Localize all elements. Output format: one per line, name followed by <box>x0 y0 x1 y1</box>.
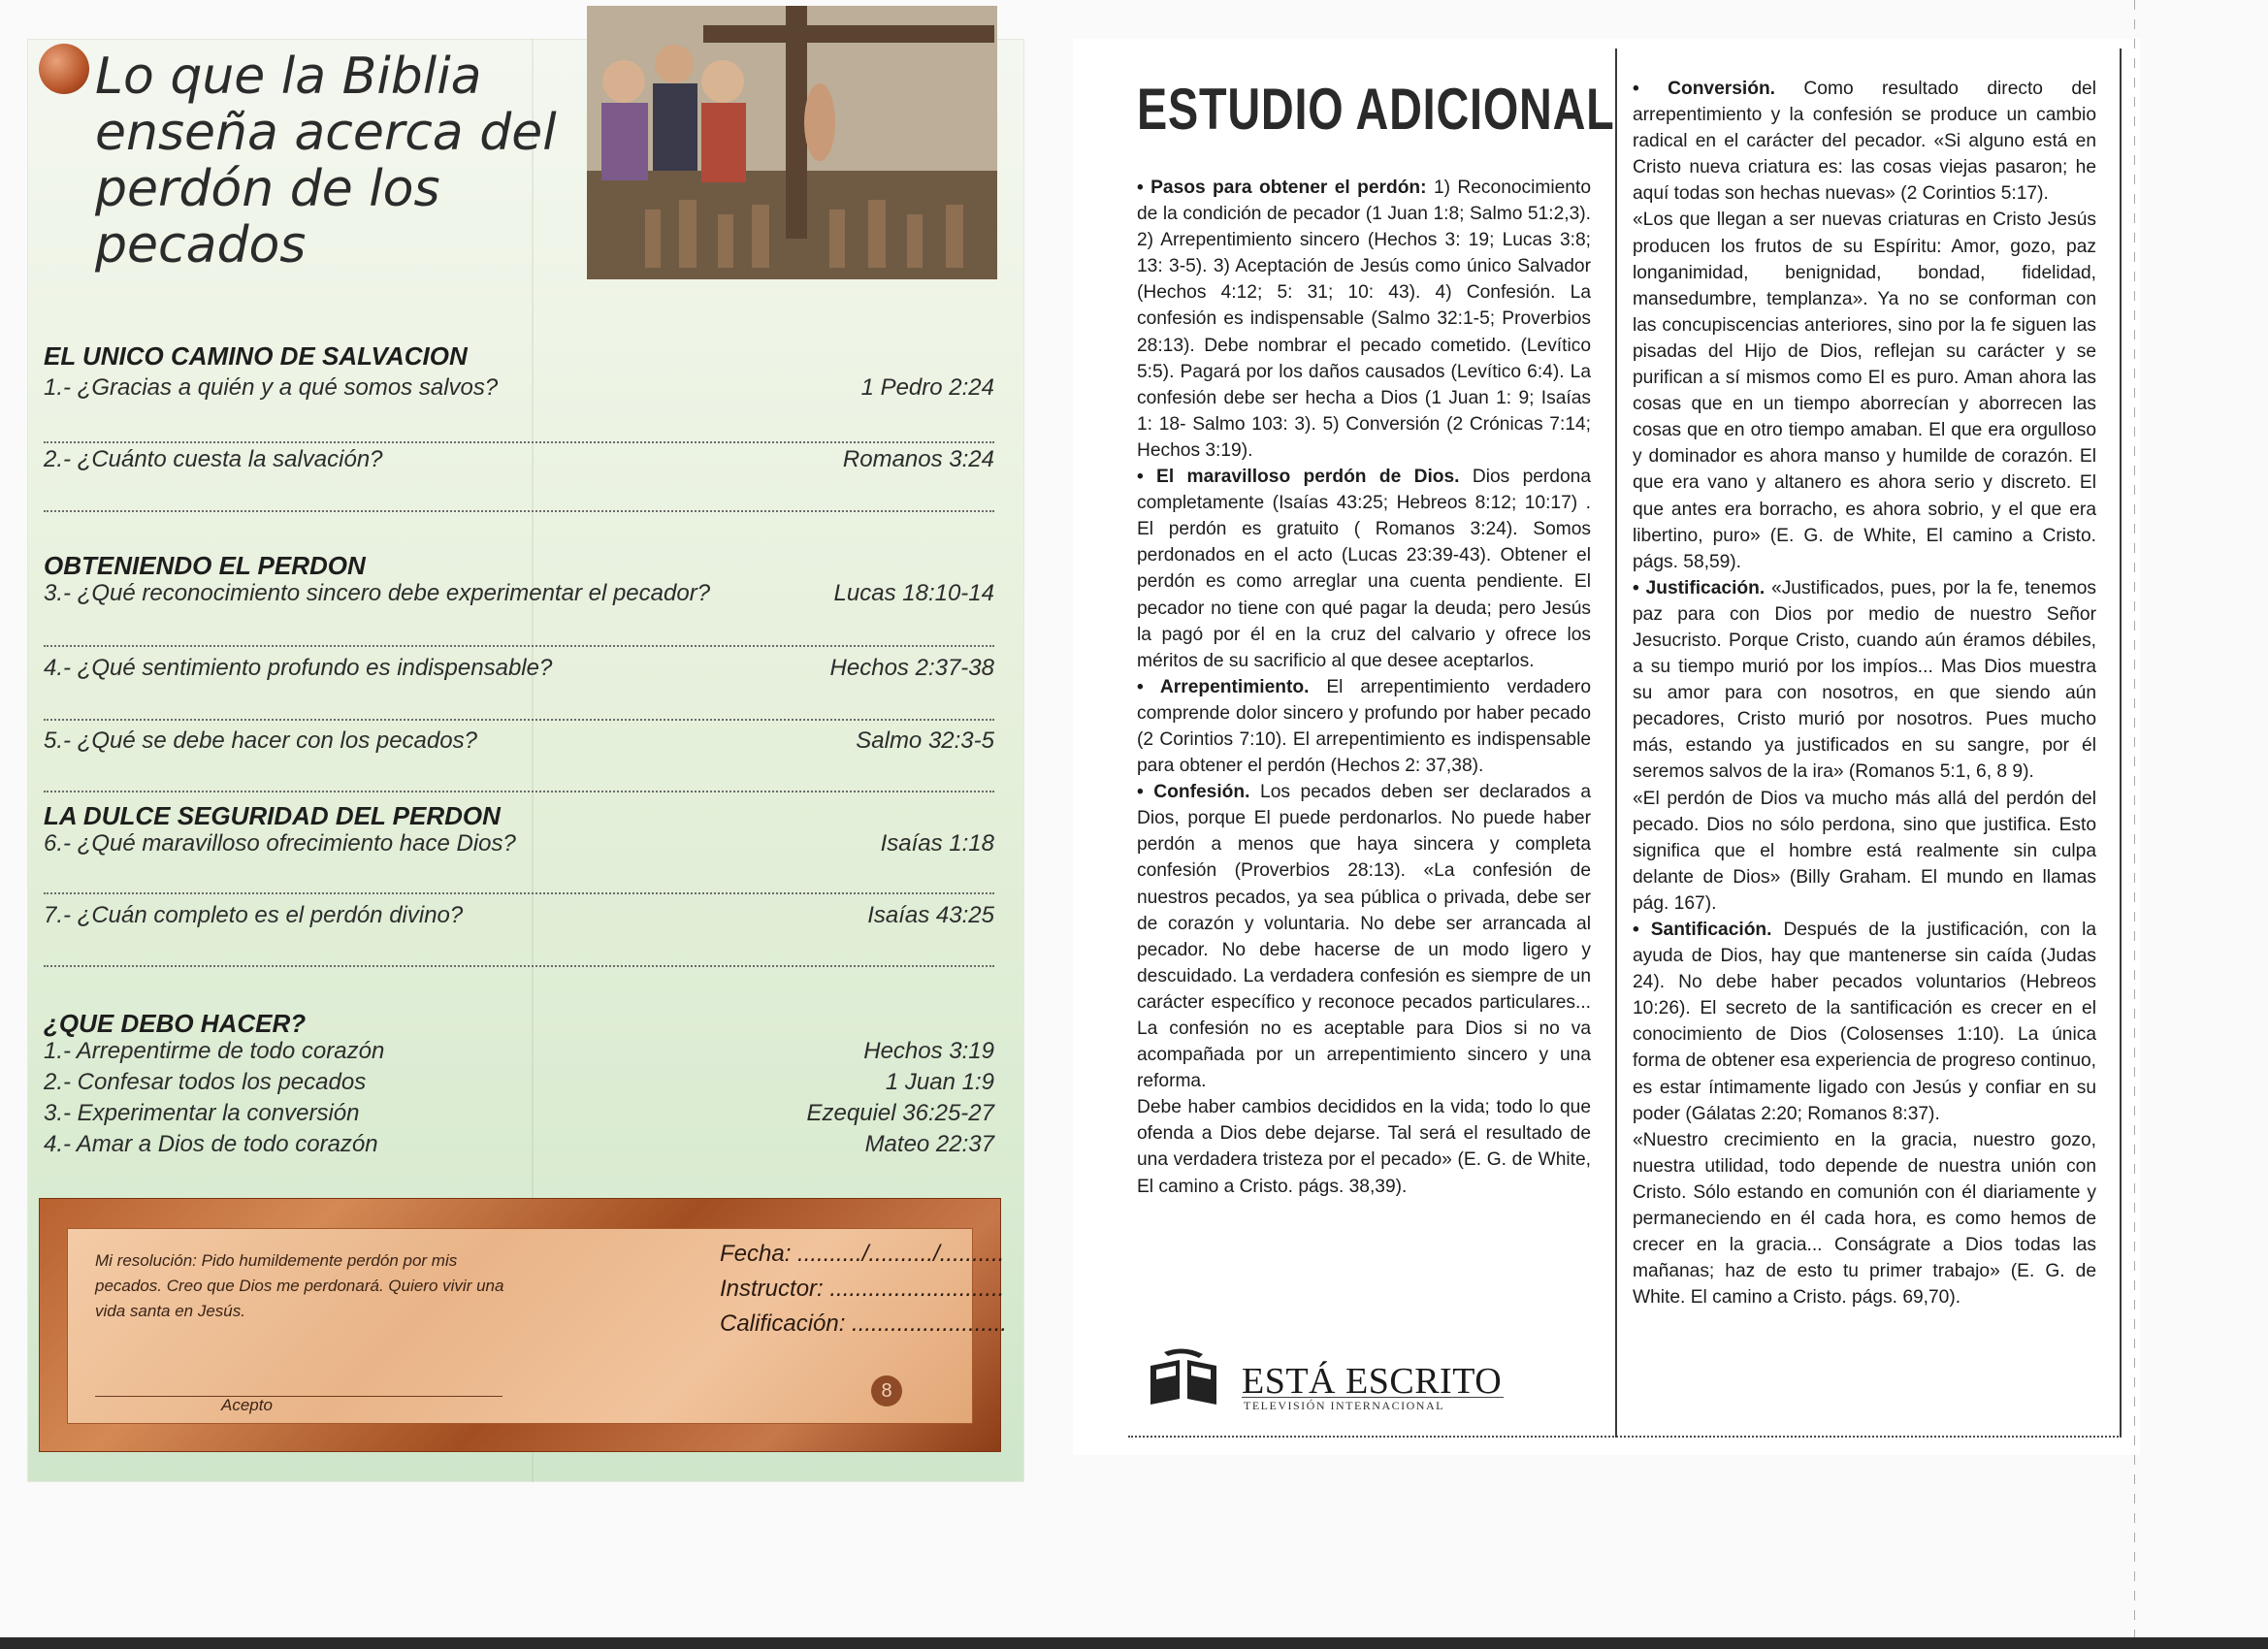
bible-reference: 1 Juan 1:9 <box>885 1069 994 1095</box>
logo-rule <box>1242 1397 1504 1398</box>
answer-line[interactable] <box>44 645 994 647</box>
question-row <box>44 580 994 613</box>
study-column-right <box>1633 76 2096 1310</box>
paragraph-body: «Nuestro crecimiento en la gracia, nuestro gozo, nuestra utilidad, todo depende de nuestra unión con Cristo. Sólo estando en comunión con él diariamente y permaneciendo en él cada hora, es como hemos de crecer en la gracia... Conságrate a Dios todas las mañanas; haz de esto tu primer trabajo» (E. G. de White. El camino a Cristo. págs. 69,70). <box>1633 1129 2096 1309</box>
bible-reference: Ezequiel 36:25-27 <box>806 1100 994 1126</box>
question-row <box>44 655 994 688</box>
page-number-badge: 8 <box>871 1375 902 1406</box>
study-paragraph <box>1137 464 1591 674</box>
question-row <box>44 830 994 863</box>
study-paragraph <box>1137 779 1591 1094</box>
answer-line[interactable] <box>44 441 994 443</box>
crucifixion-scene-image <box>587 6 997 279</box>
answer-line[interactable] <box>44 510 994 512</box>
title-bullet-icon <box>39 44 89 94</box>
paragraph-lead: • Confesión. <box>1137 782 1250 803</box>
study-paragraph <box>1633 786 2096 917</box>
paragraph-body: Como resultado directo del arrepentimiento y la confesión se produce un cambio radical en el carácter del pecador. «Si alguno está en Cristo nueva criatura es: las cosas viejas pasaron; he aquí todas son hechas nuevas» (2 Corintios 5:17). <box>1633 79 2096 205</box>
paragraph-body: «Justificados, pues, por la fe, tenemos paz para con Dios por medio de nuestro Señor Jesucristo. Porque Cristo, cuando aún éramos débiles, a su tiempo murió por los impíos... Mas Dios muestra su amor para con nosotros, en que siendo aún pecadores, Cristo murió por nosotros. Pues mucho más, estando ya justificados en su sangre, por él seremos salvos de la ira» (Romanos 5:1, 6, 8 9). <box>1633 577 2097 783</box>
scan-edge-line <box>2134 0 2135 1639</box>
bible-reference: Romanos 3:24 <box>842 446 994 472</box>
paragraph-lead: • Conversión. <box>1633 79 1776 99</box>
paragraph-body: Dios perdona completamente (Isaías 43:25; Hebreos 8:12; 10:17) . El perdón es gratuito ( Romanos 3:24). Somos perdonados en el acto (Lucas 23:39-43). Obtener el perdón es como arreglar una cuenta pendiente. El pecador no tiene con qué pagar la deuda; pero Jesús la pagó por él en la cruz del calvario y ofrece los méritos de su sacrificio al que desee aceptarlos. <box>1137 467 1591 671</box>
section-heading: ¿QUE DEBO HACER? <box>44 1009 307 1038</box>
paragraph-body: «Los que llegan a ser nuevas criaturas en Cristo Jesús producen los frutos de su Espíritu: Amor, gozo, paz longanimidad, benignidad, bondad, fidelidad, mansedumbre, templanza». Ya no se conforman con las concupiscencias anteriores, sino por la fe siguen las pisadas del Hijo de Dios, reflejan su carácter y se purifican a sí mismos como El es puro. Aman ahora las cosas que en un tiempo aborrecían y aborrecen las cosas que en otro tiempo amaban. El que era orgulloso y dominador es ahora manso y humilde de corazón. El que era vano y altanero es ahora serio y discreto. El que antes era borracho, es ahora sobrio, y el que era libertino, puro» (E. G. de White, El camino a Cristo. págs. 58,59). <box>1633 210 2096 572</box>
bible-reference: Isaías 1:18 <box>880 830 994 857</box>
paragraph-lead: • Pasos para obtener el perdón: <box>1137 178 1427 198</box>
signature-line[interactable] <box>95 1396 502 1397</box>
paragraph-body: El arrepentimiento verdadero comprende dolor sincero y profundo por haber pecado (2 Corintios 7:10). El arrepentimiento es indispensable para obtener el perdón (Hechos 2: 37,38). <box>1137 676 1591 777</box>
action-text: 4.- Amar a Dios de todo corazón <box>44 1131 378 1157</box>
action-item <box>44 1131 994 1164</box>
instructor-field[interactable]: Instructor: ........................... <box>720 1276 1005 1302</box>
logo-subtitle: TELEVISIÓN INTERNACIONAL <box>1244 1399 1444 1412</box>
answer-line[interactable] <box>44 892 994 894</box>
paragraph-lead: • Santificación. <box>1633 920 1772 940</box>
bible-reference: Mateo 22:37 <box>864 1131 994 1157</box>
resolution-panel <box>39 1198 1008 1452</box>
study-paragraph <box>1633 917 2096 1127</box>
question-text: 2.- ¿Cuánto cuesta la salvación? <box>44 446 383 472</box>
question-row <box>44 374 994 407</box>
question-text: 7.- ¿Cuán completo es el perdón divino? <box>44 902 464 928</box>
action-item <box>44 1100 994 1133</box>
study-paragraph <box>1137 1094 1591 1199</box>
action-text: 1.- Arrepentirme de todo corazón <box>44 1038 385 1064</box>
study-paragraph <box>1633 1127 2096 1311</box>
paragraph-body: Después de la justificación, con la ayuda de Dios, hay que mantenerse sin caída (Judas 24). No debe haber pecados voluntarios (Hebreos 10:26). El secreto de la santificación es crecer en el conocimiento de Dios (Colosenses 1:10). La única forma de obtener esa experiencia de progreso continuo, es estar íntimamente ligado con Jesús y confiar en su poder (Gálatas 2:20; Romanos 8:37). <box>1633 920 2097 1124</box>
paragraph-body: Los pecados deben ser declarados a Dios, porque El puede perdonarlos. No puede haber perdón a menos que haya sincera y completa confesión (Proverbios 28:13). «La confesión de nuestros pecados, ya sea pública o privada, debe ser de corazón y voluntaria. No debe ser arrancada al pecador. No debe hacerse de un modo ligero y descuidado. La verdadera confesión es siempre de un carácter específico y reconoce pecados particulares... La confesión no es aceptable para Dios si no va acompañada por un arrepentimiento sincero y una reforma. <box>1137 782 1591 1092</box>
bible-reference: Hechos 3:19 <box>863 1038 994 1064</box>
resolution-statement: Mi resolución: Pido humildemente perdón por mis pecados. Creo que Dios me perdonará. Quiero vivir una vida santa en Jesús. <box>95 1251 504 1320</box>
bible-reference: 1 Pedro 2:24 <box>860 374 994 401</box>
action-text: 2.- Confesar todos los pecados <box>44 1069 367 1095</box>
paragraph-body: Debe haber cambios decididos en la vida; todo lo que ofenda a Dios debe dejarse. Tal será el resultado de una verdadera tristeza por el pecado» (E. G. de White, El camino a Cristo. págs. 38,39). <box>1137 1097 1591 1197</box>
accept-label: Acepto <box>221 1396 273 1414</box>
paragraph-lead: • Justificación. <box>1633 577 1766 598</box>
paragraph-lead: • Arrepentimiento. <box>1137 676 1310 697</box>
scan-bottom-edge <box>0 1637 2268 1649</box>
answer-line[interactable] <box>44 791 994 792</box>
bible-reference: Lucas 18:10-14 <box>833 580 994 606</box>
section-heading: OBTENIENDO EL PERDON <box>44 551 366 580</box>
open-bible-logo-icon <box>1145 1346 1222 1408</box>
bible-reference: Hechos 2:37-38 <box>829 655 994 681</box>
bible-reference: Salmo 32:3-5 <box>856 728 994 754</box>
question-text: 5.- ¿Qué se debe hacer con los pecados? <box>44 728 477 754</box>
esta-escrito-logo <box>1145 1346 1513 1414</box>
logo-name: ESTÁ ESCRITO <box>1242 1361 1503 1402</box>
crucifixion-illustration <box>587 6 997 279</box>
question-text: 3.- ¿Qué reconocimiento sincero debe experimentar el pecador? <box>44 580 711 606</box>
action-item <box>44 1038 994 1071</box>
action-item <box>44 1069 994 1102</box>
question-row <box>44 446 994 479</box>
study-paragraph <box>1633 575 2096 786</box>
answer-line[interactable] <box>44 965 994 967</box>
paragraph-body: 1) Reconocimiento de la condición de pecador (1 Juan 1:8; Salmo 51:2,3). 2) Arrepentimiento sincero (Hechos 3: 19; Lucas 3:8; 13: 3-5). 3) Aceptación de Jesús como único Salvador (Hechos 4:12; 5: 31; 10: 43). 4) Confesión. La confesión es indispensable (Salmo 32:1-5; Proverbios 28:13). Debe nombrar el pecado cometido. (Levítico 5:5). Pagará por los daños causados (Levítico 6:4). La confesión debe ser hecha a Dios (1 Juan 1: 9; Isaías 1: 18- Salmo 103: 3). 5) Conversión (2 Crónicas 7:14; Hechos 3:19). <box>1137 178 1591 461</box>
question-text: 1.- ¿Gracias a quién y a qué somos salvos? <box>44 374 499 401</box>
study-paragraph <box>1137 674 1591 779</box>
paragraph-body: «El perdón de Dios va mucho más allá del perdón del pecado. Dios no sólo perdona, sino que justifica. Esto significa que el hombre está realmente sin culpa delante de Dios» (Billy Graham. El mundo en llamas pág. 167). <box>1633 788 2096 914</box>
answer-line[interactable] <box>44 719 994 721</box>
date-field[interactable]: Fecha: ........../........../.......... <box>720 1241 1005 1267</box>
study-title: ESTUDIO ADICIONAL <box>1137 77 1615 142</box>
question-text: 6.- ¿Qué maravilloso ofrecimiento hace Dios? <box>44 830 516 857</box>
study-paragraph <box>1137 175 1591 464</box>
section-heading: LA DULCE SEGURIDAD DEL PERDON <box>44 801 501 830</box>
study-paragraph <box>1633 207 2096 574</box>
question-row <box>44 728 994 760</box>
bible-reference: Isaías 43:25 <box>867 902 994 928</box>
study-column-left <box>1137 175 1591 1200</box>
question-row <box>44 902 994 935</box>
lesson-title: Lo que la Biblia enseña acerca del perdón de los pecados <box>95 48 557 275</box>
study-paragraph <box>1633 76 2096 207</box>
column-divider <box>1615 48 1617 1438</box>
paragraph-lead: • El maravilloso perdón de Dios. <box>1137 467 1460 488</box>
section-heading: EL UNICO CAMINO DE SALVACION <box>44 341 468 371</box>
resolution-card <box>67 1228 1008 1424</box>
grade-field[interactable]: Calificación: ........................ <box>720 1310 1008 1337</box>
action-text: 3.- Experimentar la conversión <box>44 1100 360 1126</box>
question-text: 4.- ¿Qué sentimiento profundo es indispensable? <box>44 655 553 681</box>
